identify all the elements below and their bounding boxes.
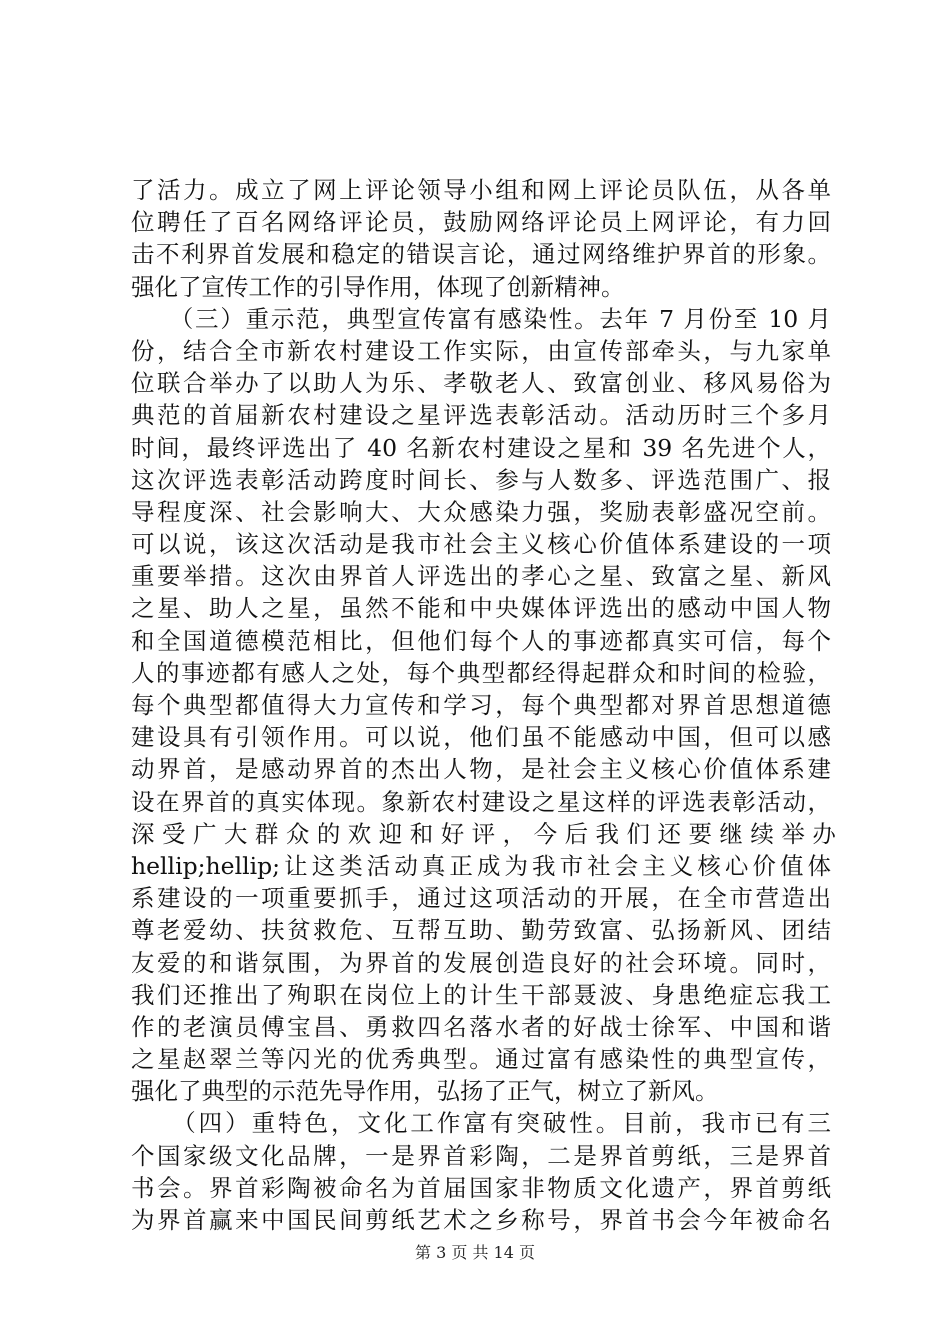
text-line: 每个典型都值得大力宣传和学习，每个典型都对界首思想道德 [131, 691, 831, 719]
text-line: （三）重示范，典型宣传富有感染性。去年 7 月份至 10 月 [131, 304, 831, 333]
body-text [131, 174, 836, 1236]
text-line: 可以说，该这次活动是我市社会主义核心价值体系建设的一项 [131, 530, 831, 559]
text-line: 作的老演员傅宝昌、勇救四名落水者的好战士徐军、中国和谐 [131, 1012, 831, 1041]
text-line: 个国家级文化品牌，一是界首彩陶，二是界首剪纸，三是界首 [131, 1141, 831, 1170]
text-line: 之星赵翠兰等闪光的优秀典型。通过富有感染性的典型宣传， [131, 1045, 831, 1074]
text-line: 尊老爱幼、扶贫救危、互帮互助、勤劳致富、弘扬新风、团结 [131, 916, 831, 945]
text-line: （四）重特色，文化工作富有突破性。目前，我市已有三 [131, 1109, 831, 1138]
text-line: 了活力。成立了网上评论领导小组和网上评论员队伍，从各单 [131, 176, 831, 204]
text-line: 我们还推出了殉职在岗位上的计生干部聂波、身患绝症忘我工 [131, 980, 831, 1009]
text-line: 人的事迹都有感人之处，每个典型都经得起群众和时间的检验， [131, 658, 831, 687]
text-line: 系建设的一项重要抓手，通过这项活动的开展，在全市营造出 [131, 884, 831, 913]
page-number-footer: 第 3 页 共 14 页 [415, 1243, 535, 1262]
text-line: 这次评选表彰活动跨度时间长、参与人数多、评选范围广、报 [131, 465, 831, 494]
text-line: 份，结合全市新农村建设工作实际，由宣传部牵头，与九家单 [131, 336, 831, 365]
text-line: 友爱的和谐氛围，为界首的发展创造良好的社会环境。同时， [131, 948, 831, 977]
text-line: 位联合举办了以助人为乐、孝敬老人、致富创业、移风易俗为 [131, 369, 831, 398]
text-line: 时间，最终评选出了 40 名新农村建设之星和 39 名先进个人， [131, 433, 831, 462]
text-line: 深 受 广 大 群 众 的 欢 迎 和 好 评 ， 今 后 我 们 还 要 继 续 举 办 [131, 819, 836, 848]
text-line: 和全国道德模范相比，但他们每个人的事迹都真实可信，每个 [131, 626, 831, 655]
text-line: 书会。界首彩陶被命名为首届国家非物质文化遗产，界首剪纸 [131, 1173, 831, 1202]
text-line: 典范的首届新农村建设之星评选表彰活动。活动历时三个多月 [131, 401, 831, 430]
text-line: 为界首赢来中国民间剪纸艺术之乡称号，界首书会今年被命名 [131, 1206, 831, 1234]
text-line: 位聘任了百名网络评论员，鼓励网络评论员上网评论，有力回 [131, 208, 831, 237]
text-line: 强化了宣传工作的引导作用，体现了创新精神。 [131, 272, 625, 301]
text-line: 击不利界首发展和稳定的错误言论，通过网络维护界首的形象。 [131, 240, 831, 269]
text-line: 之星、助人之星，虽然不能和中央媒体评选出的感动中国人物 [131, 594, 831, 623]
text-line: 导程度深、社会影响大、大众感染力强，奖励表彰盛况空前。 [131, 497, 831, 526]
text-line: 动界首，是感动界首的杰出人物，是社会主义核心价值体系建 [131, 755, 831, 784]
text-line: 设在界首的真实体现。象新农村建设之星这样的评选表彰活动， [131, 787, 831, 816]
text-line: hellip;hellip;让这类活动真正成为我市社会主义核心价值体 [131, 851, 831, 880]
text-line: 强化了典型的示范先导作用，弘扬了正气，树立了新风。 [131, 1077, 719, 1106]
text-line: 建设具有引领作用。可以说，他们虽不能感动中国，但可以感 [131, 723, 831, 752]
text-line: 重要举措。这次由界首人评选出的孝心之星、致富之星、新风 [131, 562, 831, 591]
